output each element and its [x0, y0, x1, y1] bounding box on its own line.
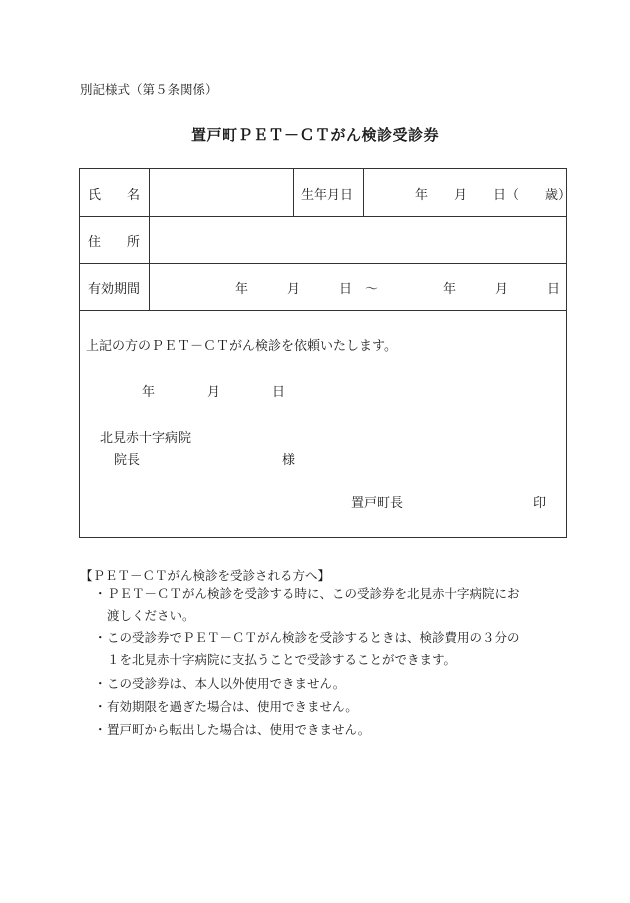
- note-item: ・ この受診券は、本人以外使用できません。: [94, 673, 345, 695]
- note-item: ・ 有効期限を過ぎた場合は、使用できません。: [94, 696, 358, 718]
- bullet-icon: ・: [94, 699, 107, 714]
- note-item: ・ ＰＥＴ－ＣＴがん検診を受診する時に、この受診券を北見赤十字病院にお 渡しください。: [94, 583, 520, 627]
- column-divider: [149, 169, 150, 310]
- seal-mark: 印: [533, 496, 547, 511]
- bullet-icon: ・: [94, 586, 107, 601]
- column-divider: [363, 169, 364, 216]
- hospital-name: 北見赤十字病院: [100, 431, 192, 446]
- name-field[interactable]: [158, 175, 288, 211]
- honorific-label: 様: [282, 453, 296, 468]
- form-reference: 別記様式（第５条関係）: [80, 82, 218, 97]
- note-item: ・ 置戸町から転出した場合は、使用できません。: [94, 719, 370, 741]
- birthdate-field[interactable]: 年 月 日（ 歳）: [415, 188, 572, 203]
- bullet-icon: ・: [94, 630, 107, 645]
- page-title: 置戸町ＰＥＴ－ＣＴがん検診受診券: [190, 126, 439, 144]
- name-label: 氏 名: [88, 188, 141, 203]
- row-divider: [80, 216, 566, 217]
- notes-heading: 【ＰＥＴ－ＣＴがん検診を受診される方へ】: [80, 568, 331, 583]
- address-field[interactable]: [158, 222, 558, 258]
- request-text: 上記の方のＰＥＴ－ＣＴがん検診を依頼いたします。: [86, 339, 397, 354]
- director-label: 院長: [114, 453, 141, 468]
- column-divider: [293, 169, 294, 216]
- address-label: 住 所: [88, 235, 141, 250]
- bullet-icon: ・: [94, 722, 107, 737]
- note-item: ・ この受診券でＰＥＴ－ＣＴがん検診を受診するときは、検診費用の３分の １を北見赤十字病院に支払うことで受診することができます。: [94, 627, 520, 671]
- mayor-label: 置戸町長: [351, 496, 404, 511]
- validity-label: 有効期間: [88, 282, 141, 297]
- voucher-form: [79, 168, 572, 538]
- birthdate-label: 生年月日: [301, 188, 354, 203]
- request-date: 年 月 日: [142, 385, 286, 400]
- row-divider: [80, 310, 566, 311]
- row-divider: [80, 263, 566, 264]
- validity-period: 年 月 日 ～ 年 月 日: [235, 282, 561, 297]
- bullet-icon: ・: [94, 676, 107, 691]
